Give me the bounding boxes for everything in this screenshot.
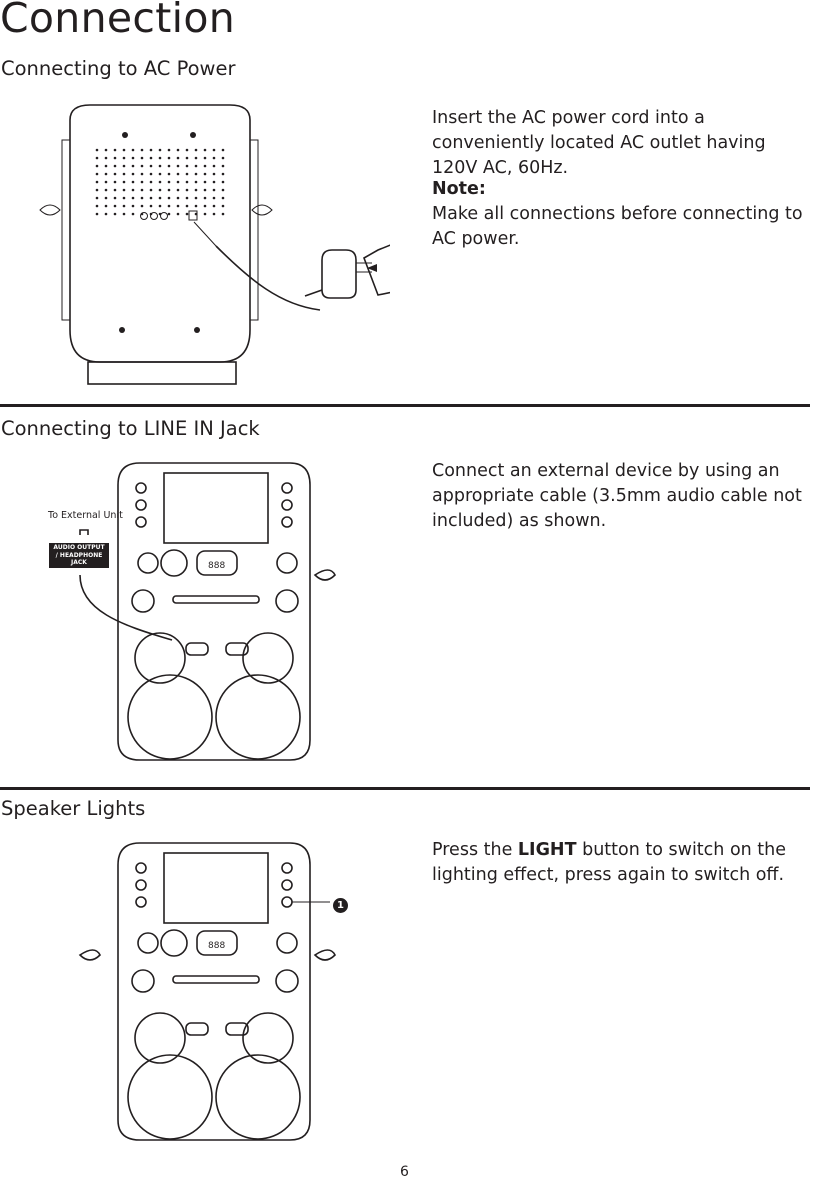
light-button-label: LIGHT bbox=[517, 840, 577, 860]
karaoke-front-illustration bbox=[40, 455, 360, 775]
karaoke-front-illustration bbox=[40, 835, 360, 1155]
speaker-lights-text-end: button to switch on the lighting effect, press again to switch off. bbox=[432, 840, 787, 885]
section-divider bbox=[0, 404, 810, 407]
section-divider bbox=[0, 787, 810, 790]
page-number: 6 bbox=[400, 1164, 409, 1180]
audio-output-line1: AUDIO OUTPUT bbox=[53, 544, 105, 551]
note-label: Note: bbox=[432, 179, 486, 199]
audio-output-line2: / HEADPHONE JACK bbox=[55, 551, 103, 566]
callout-marker-1: 1 bbox=[333, 898, 348, 913]
note-text: Make all connections before connecting to AC power. bbox=[432, 204, 803, 249]
svg-text:888: 888 bbox=[208, 941, 226, 951]
page-title: Connection bbox=[0, 0, 235, 42]
svg-text:888: 888 bbox=[208, 561, 226, 571]
rear-panel-illustration bbox=[30, 100, 390, 390]
section-speaker-lights-text bbox=[432, 838, 812, 888]
section-ac-power-text: Insert the AC power cord into a conveniently located AC outlet having 120V AC, 60Hz. bbox=[432, 108, 766, 178]
section-heading-speaker-lights: Speaker Lights bbox=[1, 797, 146, 820]
section-line-in-text: Connect an external device by using an appropriate cable (3.5mm audio cable not included) as shown. bbox=[432, 461, 802, 531]
section-heading-line-in: Connecting to LINE IN Jack bbox=[1, 417, 260, 440]
external-unit-label: To External Unit bbox=[48, 510, 123, 521]
speaker-lights-text-start: Press the bbox=[432, 840, 518, 860]
section-heading-ac-power: Connecting to AC Power bbox=[1, 57, 236, 80]
audio-output-badge bbox=[49, 543, 109, 568]
